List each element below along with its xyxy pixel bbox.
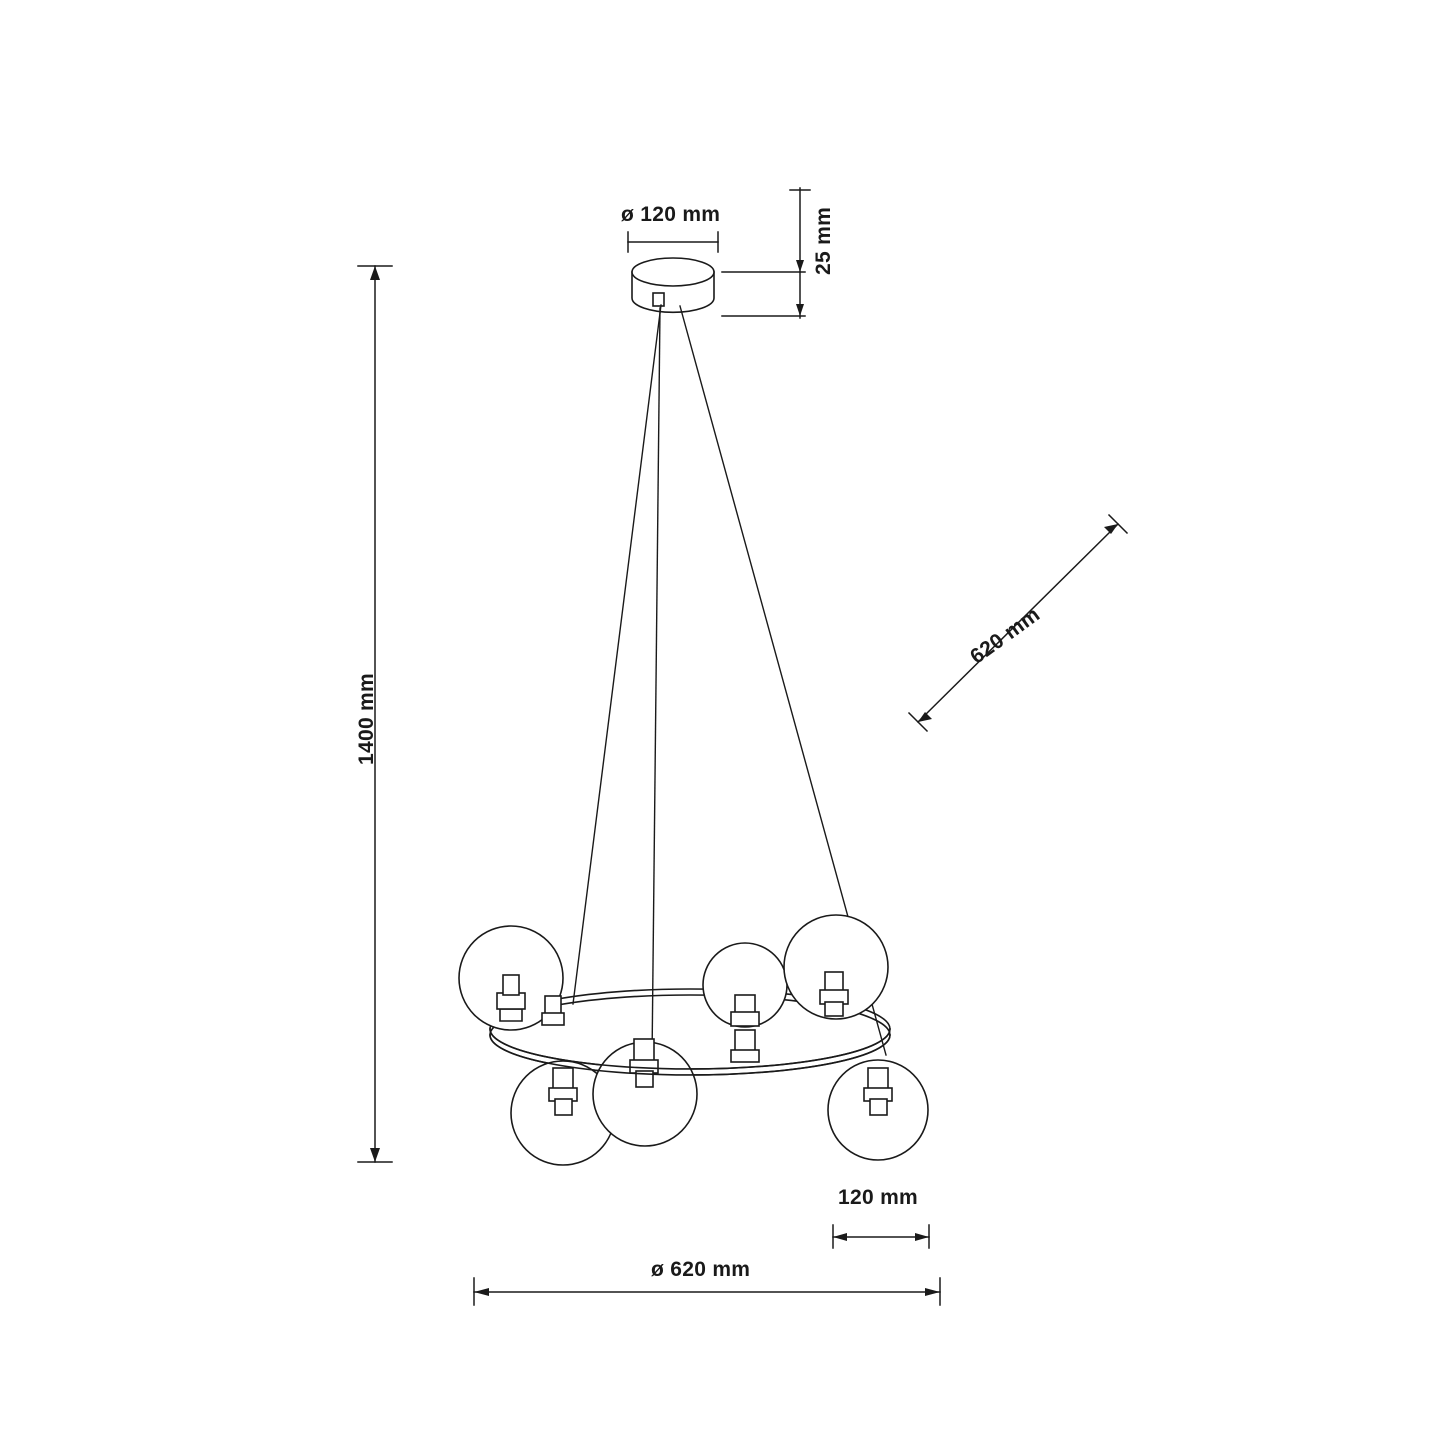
ceiling-canopy	[632, 258, 714, 312]
globe-diameter-label: 120 mm	[838, 1186, 919, 1209]
globe-right-upper	[784, 915, 888, 1019]
canopy-diameter-dimension	[628, 232, 718, 252]
canopy-height-label: 25 mm	[812, 206, 835, 275]
total-height-label: 1400 mm	[355, 673, 378, 765]
socket-upper-left	[542, 996, 564, 1025]
canopy-diameter-label: ø 120 mm	[621, 203, 721, 226]
ring-diameter-dimension	[474, 1278, 940, 1305]
globe-center-back	[703, 943, 787, 1062]
canopy-height-dimension	[722, 188, 810, 318]
globe-lower-right	[828, 1060, 928, 1160]
globe-lower-center	[593, 1039, 697, 1146]
diagonal-span-label: 620 mm	[966, 602, 1045, 669]
globe-diameter-dimension	[833, 1225, 929, 1248]
ring-diameter-label: ø 620 mm	[651, 1258, 751, 1281]
